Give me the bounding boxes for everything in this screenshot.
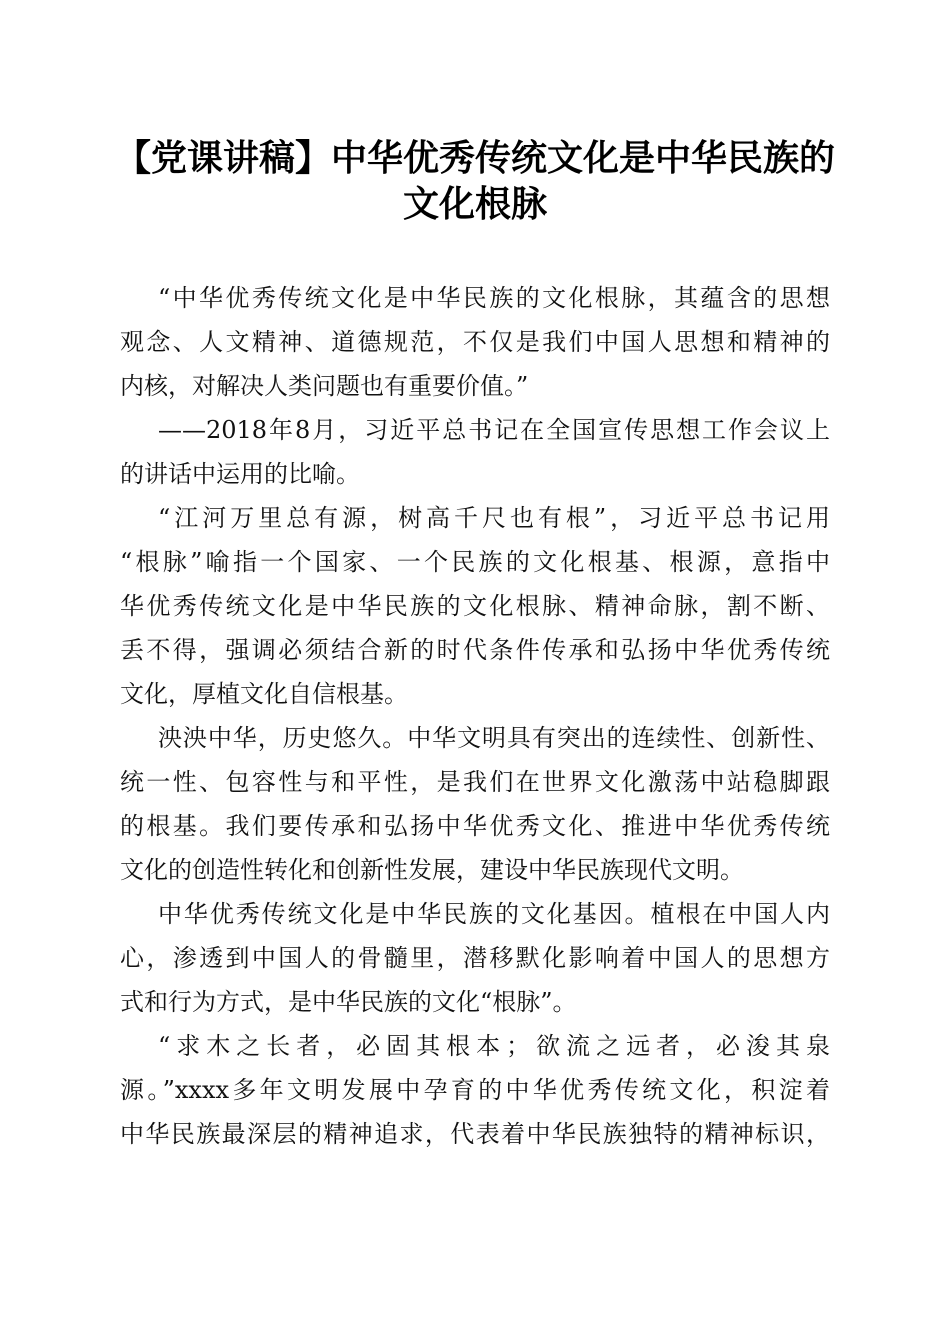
document-title-line-2: 文化根脉 <box>402 184 547 225</box>
document-title-line-1: 【党课讲稿】中华优秀传统文化是中华民族的 <box>114 138 835 179</box>
paragraph-5-line-3: 式和行为方式，是中华民族的文化“根脉”。 <box>120 988 577 1016</box>
paragraph-3-line-4: 丢不得，强调必须结合新的时代条件传承和弘扬中华优秀传统 <box>120 636 830 664</box>
paragraph-5-line-1: 中华优秀传统文化是中华民族的文化基因。植根在中国人内 <box>158 900 830 928</box>
paragraph-1-line-1: “中华优秀传统文化是中华民族的文化根脉，其蕴含的思想 <box>158 284 830 312</box>
paragraph-3-line-2: “根脉”喻指一个国家、一个民族的文化根基、根源，意指中 <box>120 548 830 576</box>
paragraph-1-line-2: 观念、人文精神、道德规范，不仅是我们中国人思想和精神的 <box>120 328 830 356</box>
paragraph-2-line-1: ——2018年8月，习近平总书记在全国宣传思想工作会议上 <box>158 416 830 444</box>
paragraph-2-line-2: 的讲话中运用的比喻。 <box>120 460 360 488</box>
paragraph-3-line-5: 文化，厚植文化自信根基。 <box>120 680 408 708</box>
paragraph-6-line-2: 源。”xxxx多年文明发展中孕育的中华优秀传统文化，积淀着 <box>120 1076 830 1104</box>
paragraph-4-line-2: 统一性、包容性与和平性，是我们在世界文化激荡中站稳脚跟 <box>120 768 830 796</box>
paragraph-4-line-1: 泱泱中华，历史悠久。中华文明具有突出的连续性、创新性、 <box>158 724 830 752</box>
paragraph-1-line-3: 内核，对解决人类问题也有重要价值。” <box>120 372 529 400</box>
paragraph-4-line-3: 的根基。我们要传承和弘扬中华优秀文化、推进中华优秀传统 <box>120 812 830 840</box>
paragraph-3-line-3: 华优秀传统文化是中华民族的文化根脉、精神命脉，割不断、 <box>120 592 830 620</box>
paragraph-6-line-1: “求木之长者，必固其根本；欲流之远者，必浚其泉 <box>158 1032 830 1060</box>
document-body <box>120 276 830 1156</box>
paragraph-3-line-1: “江河万里总有源，树高千尺也有根”，习近平总书记用 <box>158 504 830 532</box>
paragraph-6-line-3: 中华民族最深层的精神追求，代表着中华民族独特的精神标识， <box>120 1120 830 1148</box>
paragraph-5-line-2: 心，渗透到中国人的骨髓里，潜移默化影响着中国人的思想方 <box>120 944 830 972</box>
paragraph-4-line-4: 文化的创造性转化和创新性发展，建设中华民族现代文明。 <box>120 856 744 884</box>
